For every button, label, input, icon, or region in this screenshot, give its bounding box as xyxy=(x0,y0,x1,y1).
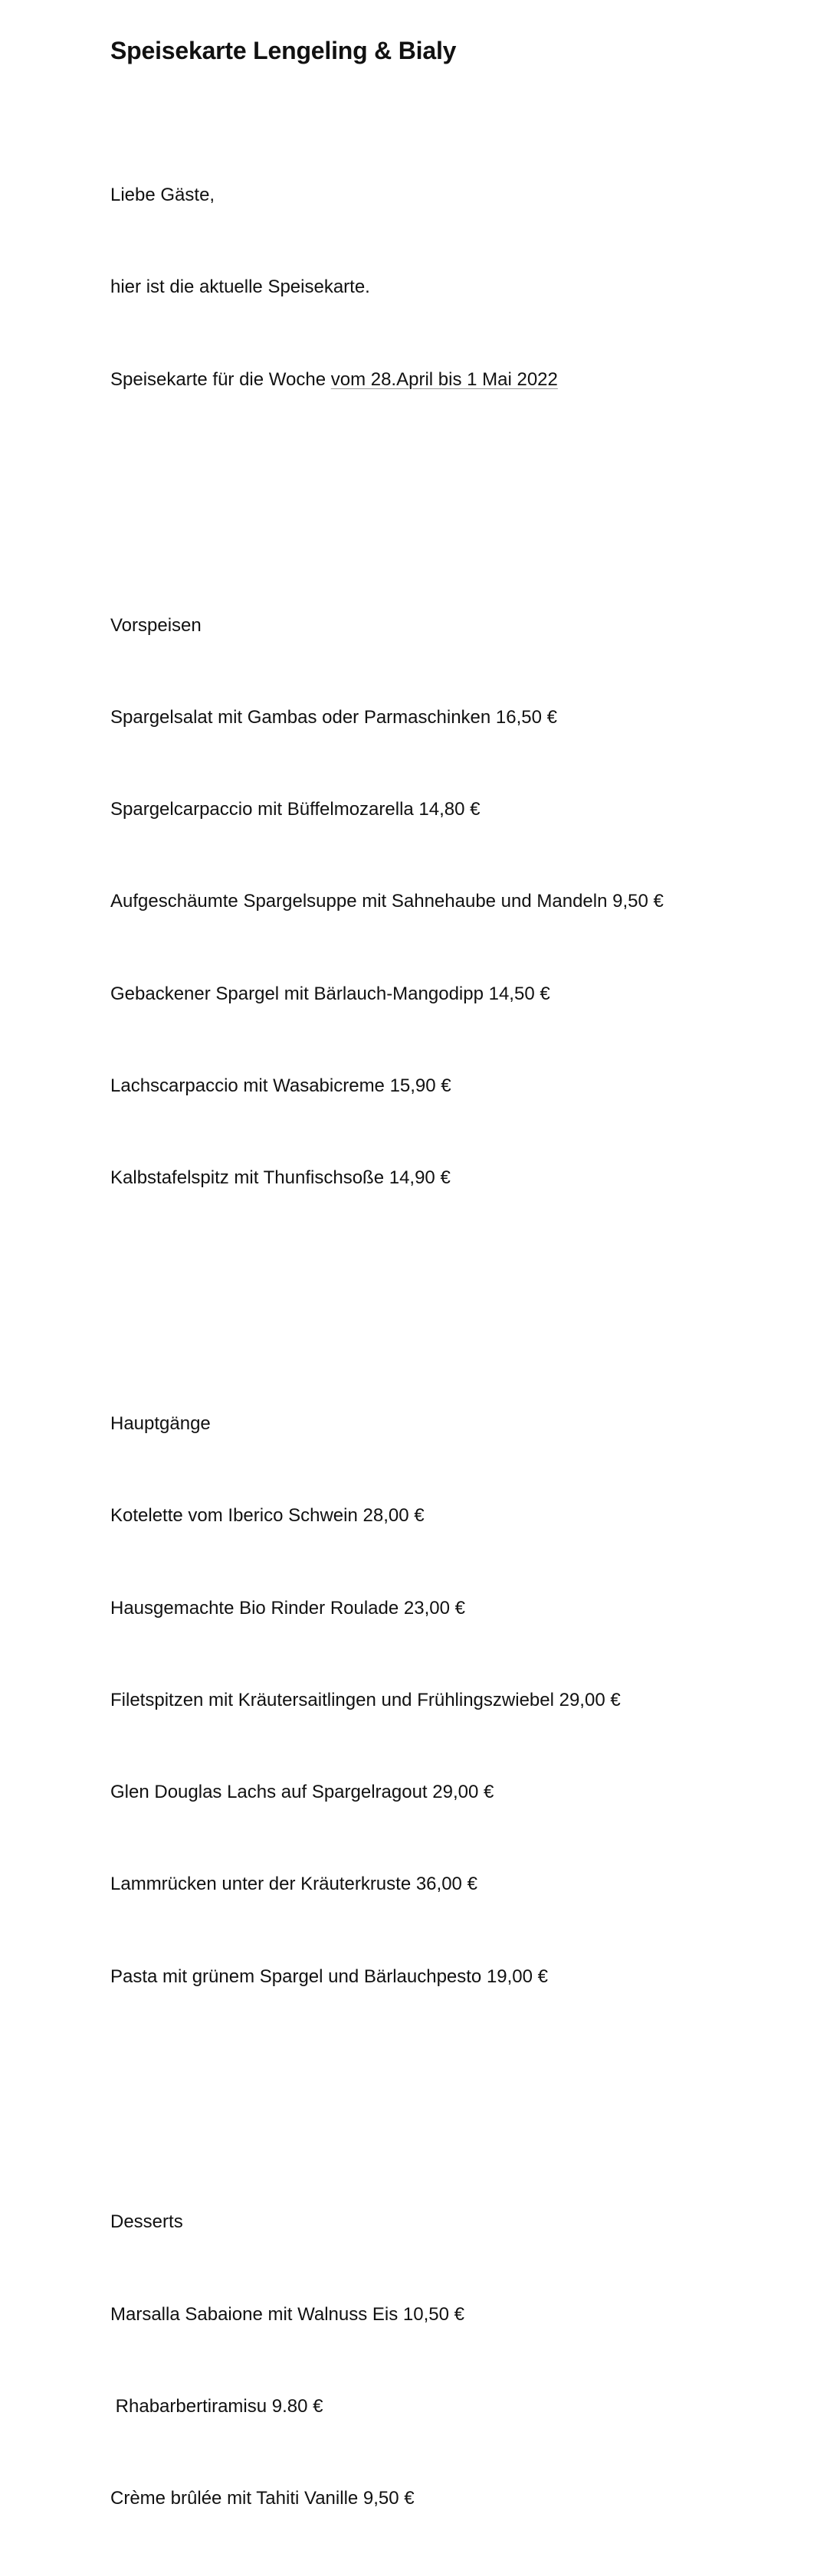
menu-item: Filetspitzen mit Kräutersaitlingen und Frühlingszwiebel 29,00 € xyxy=(110,1689,621,1710)
menu-item: Kalbstafelspitz mit Thunfischsoße 14,90 € xyxy=(110,1167,451,1189)
menu-item: Lammrücken unter der Kräuterkruste 36,00 € xyxy=(110,1874,477,1895)
week-prefix: Speisekarte für die Woche xyxy=(110,368,331,390)
section-heading-vorspeisen: Vorspeisen xyxy=(110,614,202,636)
menu-item: Hausgemachte Bio Rinder Roulade 23,00 € xyxy=(110,1597,465,1619)
section-heading-hauptgaenge: Hauptgänge xyxy=(110,1412,211,1434)
menu-item: Lachscarpaccio mit Wasabicreme 15,90 € xyxy=(110,1075,451,1096)
week-range-link[interactable]: vom 28.April bis 1 Mai 2022 xyxy=(330,368,558,390)
menu-item: Pasta mit grünem Spargel und Bärlauchpesto 19,00 € xyxy=(110,1966,549,1987)
menu-item: Crème brûlée mit Tahiti Vanille 9,50 € xyxy=(110,2488,415,2509)
section-heading-desserts: Desserts xyxy=(110,2211,183,2233)
menu-item: Spargelsalat mit Gambas oder Parmaschinken 16,50 € xyxy=(110,706,557,728)
spacer xyxy=(110,487,664,518)
spacer xyxy=(110,2084,664,2115)
spacer xyxy=(110,1286,664,1317)
week-line xyxy=(110,365,664,395)
menu-item: Marsalla Sabaione mit Walnuss Eis 10,50 € xyxy=(110,2303,464,2325)
menu-item: Gebackener Spargel mit Bärlauch-Mangodipp 14,50 € xyxy=(110,983,550,1004)
menu-item: Spargelcarpaccio mit Büffelmozarella 14,80 € xyxy=(110,799,481,820)
page-title: Speisekarte Lengeling & Bialy xyxy=(110,37,457,64)
menu-item: Aufgeschäumte Spargelsuppe mit Sahnehaube und Mandeln 9,50 € xyxy=(110,891,664,912)
menu-item: Rhabarbertiramisu 9.80 € xyxy=(110,2395,323,2417)
greeting-line: Liebe Gäste, xyxy=(110,185,215,206)
menu-body xyxy=(110,119,664,2576)
intro-line: hier ist die aktuelle Speisekarte. xyxy=(110,277,370,298)
menu-item: Glen Douglas Lachs auf Spargelragout 29,00 € xyxy=(110,1782,494,1803)
menu-item: Kotelette vom Iberico Schwein 28,00 € xyxy=(110,1505,425,1527)
